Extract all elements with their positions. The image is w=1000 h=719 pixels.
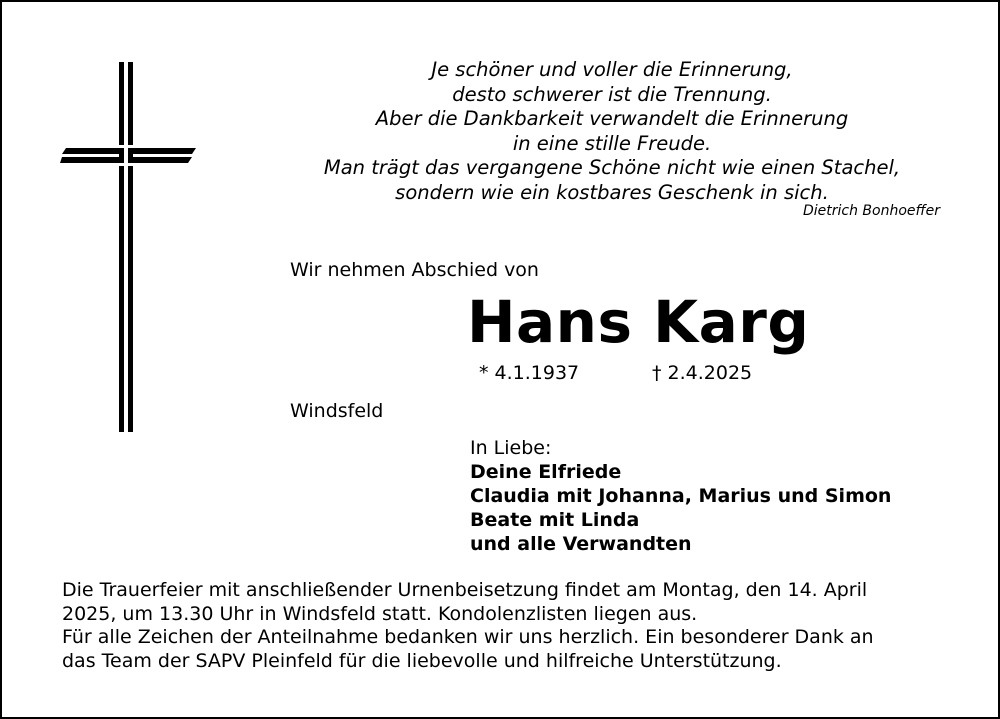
notice-line: 2025, um 13.30 Uhr in Windsfeld statt. Kondolenzlisten liegen aus. <box>62 602 698 625</box>
poem-line: Man trägt das vergangene Schöne nicht wie einen Stachel, <box>323 156 901 180</box>
mourners-heading: In Liebe: <box>470 437 552 459</box>
poem-author: Dietrich Bonhoeffer <box>802 203 940 219</box>
poem-line: desto schwerer ist die Trennung. <box>452 82 772 106</box>
poem-line: Aber die Dankbarkeit verwandelt die Erinnerung <box>375 107 849 131</box>
notice-line: Die Trauerfeier mit anschließender Urnenbeisetzung findet am Montag, den 14. April <box>62 579 868 601</box>
poem-line: sondern wie ein kostbares Geschenk in sich. <box>395 180 829 204</box>
funeral-notice <box>62 579 962 673</box>
farewell-text: Wir nehmen Abschied von <box>290 259 539 281</box>
deceased-name: Hans Karg <box>467 288 810 356</box>
birth-date: * 4.1.1937 <box>479 362 580 384</box>
mourner-name: und alle Verwandten <box>470 533 692 555</box>
mourner-name: Beate mit Linda <box>470 509 640 531</box>
poem-line: Je schöner und voller die Erinnerung, <box>431 58 793 81</box>
mourner-name: Claudia mit Johanna, Marius und Simon <box>470 485 892 507</box>
notice-line: Für alle Zeichen der Anteilnahme bedanken wir uns herzlich. Ein besonderer Dank an <box>62 626 874 648</box>
death-date: † 2.4.2025 <box>652 362 753 384</box>
cross-icon <box>60 62 196 432</box>
hometown: Windsfeld <box>290 400 384 422</box>
notice-line: das Team der SAPV Pleinfeld für die liebevolle und hilfreiche Unterstützung. <box>62 649 782 672</box>
mourner-name: Deine Elfriede <box>470 461 622 483</box>
poem-line: in eine stille Freude. <box>512 131 712 155</box>
poem-quote <box>282 58 942 206</box>
mourners-list <box>470 436 891 556</box>
